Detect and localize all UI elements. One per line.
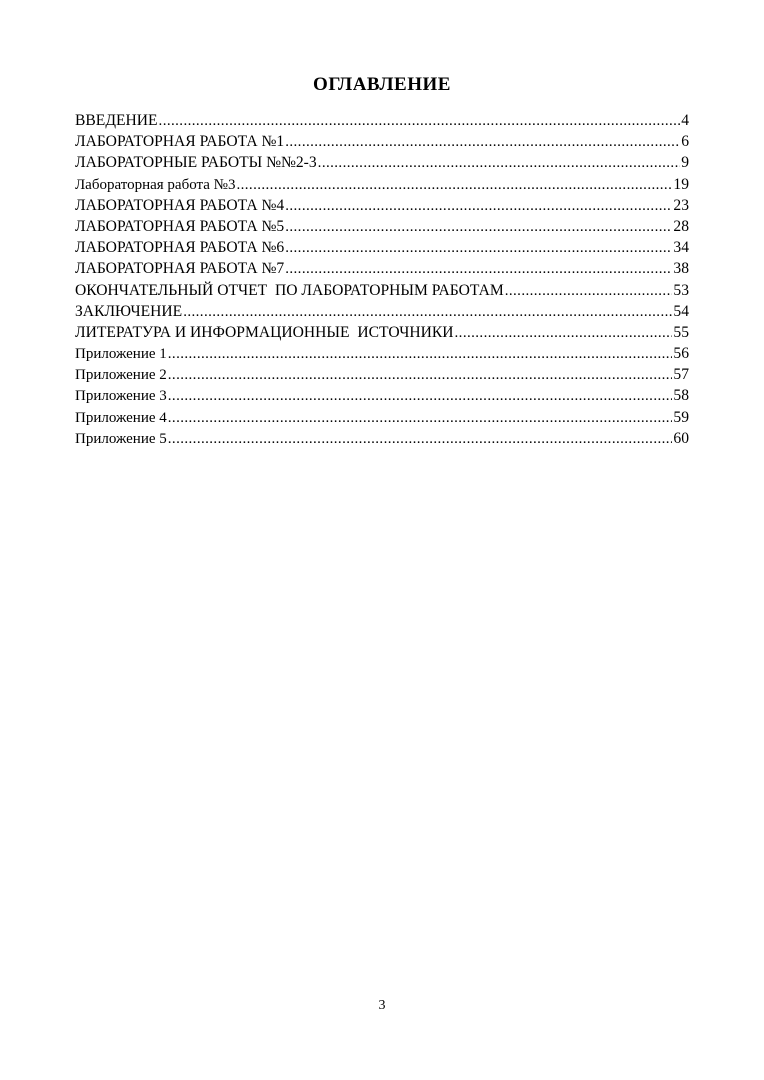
page-number: 3 (378, 998, 386, 1013)
toc-entry-lab-1[interactable] (75, 131, 689, 152)
toc-entry-lab-6[interactable] (75, 237, 689, 258)
toc-entry-page: 9 (681, 154, 689, 172)
toc-entry-label: ЛАБОРАТОРНЫЕ РАБОТЫ №№2-3 (75, 154, 317, 172)
toc-dot-leader (285, 259, 672, 279)
toc-entry-introduction[interactable] (75, 110, 689, 131)
toc-entry-page: 38 (673, 260, 689, 278)
toc-dot-leader (168, 429, 673, 449)
toc-entry-appendix-2[interactable] (75, 364, 689, 385)
toc-dot-leader (318, 153, 681, 173)
toc-entry-label: ВВЕДЕНИЕ (75, 112, 158, 129)
toc-entry-appendix-4[interactable] (75, 407, 689, 428)
toc-entry-page: 54 (673, 302, 689, 320)
toc-dot-leader (285, 238, 672, 258)
toc-dot-leader (168, 344, 673, 364)
toc-dot-leader (168, 386, 673, 406)
toc-entry-page: 59 (673, 408, 689, 426)
toc-entry-label: ЗАКЛЮЧЕНИЕ (75, 302, 183, 320)
toc-entry-lab-4[interactable] (75, 195, 689, 216)
toc-dot-leader (168, 408, 673, 428)
toc-entry-appendix-1[interactable] (75, 343, 689, 364)
toc-entry-final-report[interactable] (75, 280, 689, 301)
toc-entry-appendix-5[interactable] (75, 428, 689, 449)
toc-entry-label: ОКОНЧАТЕЛЬНЫЙ ОТЧЕТ ПО ЛАБОРАТОРНЫМ РАБОТАМ (75, 281, 504, 299)
toc-entry-page: 55 (673, 323, 689, 341)
toc-entry-page: 57 (673, 366, 689, 384)
toc-entry-page: 34 (673, 239, 689, 257)
toc-dot-leader (505, 281, 673, 301)
toc-entry-label: ЛАБОРАТОРНАЯ РАБОТА №1 (75, 133, 285, 151)
toc-dot-leader (455, 323, 673, 343)
toc-entry-label: Приложение 4 (75, 409, 167, 426)
toc-entry-page: 56 (673, 345, 689, 363)
toc-entry-appendix-3[interactable] (75, 385, 689, 406)
toc-entry-label: ЛАБОРАТОРНАЯ РАБОТА №7 (75, 260, 285, 278)
toc-entry-lab-3[interactable] (75, 174, 689, 195)
toc-entry-page: 19 (673, 175, 689, 193)
toc-entry-page: 60 (673, 429, 689, 447)
toc-dot-leader (183, 302, 672, 322)
toc-entry-conclusion[interactable] (75, 301, 689, 322)
toc-entry-lab-7[interactable] (75, 258, 689, 279)
toc-entry-label: ЛИТЕРАТУРА И ИНФОРМАЦИОННЫЕ ИСТОЧНИКИ (75, 323, 454, 341)
toc-entry-page: 6 (681, 133, 689, 151)
toc-dot-leader (285, 132, 680, 152)
toc-entry-labs-2-3[interactable] (75, 152, 689, 173)
toc-entry-label: ЛАБОРАТОРНАЯ РАБОТА №4 (75, 196, 285, 214)
toc-entry-page: 28 (673, 217, 689, 235)
toc-entry-page: 23 (673, 196, 689, 214)
toc-entry-label: ЛАБОРАТОРНАЯ РАБОТА №6 (75, 239, 285, 257)
toc-dot-leader (285, 217, 672, 237)
table-of-contents (75, 110, 689, 449)
toc-dot-leader (236, 175, 672, 195)
toc-dot-leader (159, 111, 681, 131)
toc-entry-page: 4 (681, 112, 689, 129)
toc-dot-leader (285, 196, 672, 216)
toc-entry-references[interactable] (75, 322, 689, 343)
toc-entry-label: Приложение 1 (75, 346, 167, 363)
toc-entry-label: Приложение 5 (75, 430, 167, 447)
toc-dot-leader (168, 365, 673, 385)
toc-entry-label: ЛАБОРАТОРНАЯ РАБОТА №5 (75, 217, 285, 235)
toc-entry-label: Приложение 2 (75, 367, 167, 384)
toc-entry-page: 58 (673, 387, 689, 405)
toc-entry-label: Приложение 3 (75, 388, 167, 405)
toc-entry-lab-5[interactable] (75, 216, 689, 237)
toc-entry-page: 53 (673, 281, 689, 299)
toc-entry-label: Лабораторная работа №3 (75, 176, 236, 193)
page-title: ОГЛАВЛЕНИЕ (313, 74, 451, 95)
